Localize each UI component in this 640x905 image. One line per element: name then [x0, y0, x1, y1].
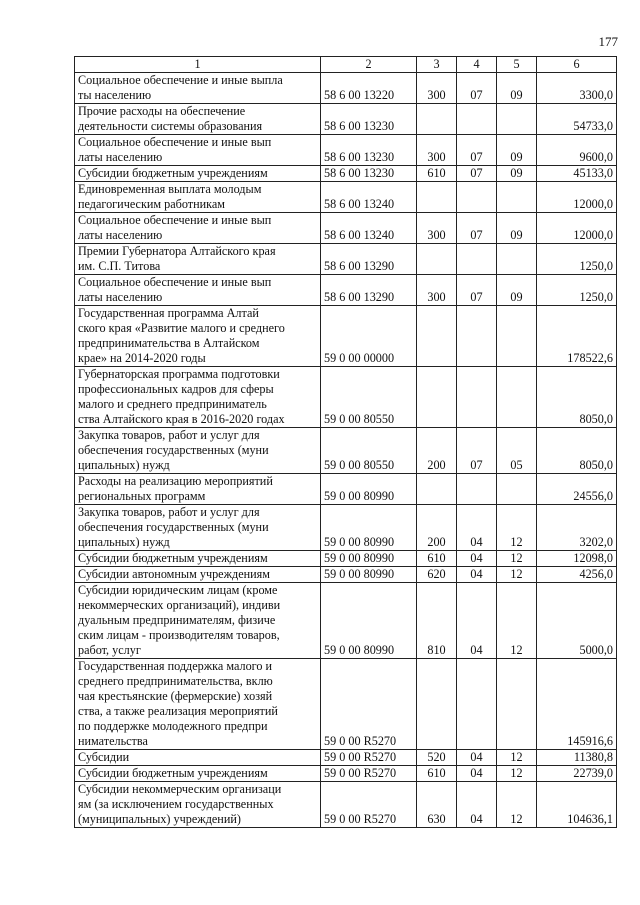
row-name: Субсидии бюджетным учреждениям — [75, 766, 321, 782]
row-section: 07 — [457, 73, 497, 104]
row-name: Социальное обеспечение и иные вып латы населению — [75, 213, 321, 244]
table-row — [75, 567, 617, 583]
table-row — [75, 474, 617, 505]
row-name: Прочие расходы на обеспечение деятельности системы образования — [75, 104, 321, 135]
row-section — [457, 104, 497, 135]
table-row — [75, 73, 617, 104]
row-subsection — [497, 244, 537, 275]
row-amount: 12098,0 — [537, 551, 617, 567]
row-name: Государственная программа Алтай ского края «Развитие малого и среднего предпринимательства в Алтайском крае» на 2014-2020 годы — [75, 306, 321, 367]
table-row — [75, 766, 617, 782]
table-row — [75, 166, 617, 182]
row-code: 58 6 00 13290 — [321, 275, 417, 306]
row-amount: 12000,0 — [537, 182, 617, 213]
row-name: Закупка товаров, работ и услуг для обеспечения государственных (муни ципальных) нужд — [75, 505, 321, 551]
row-name: Субсидии бюджетным учреждениям — [75, 166, 321, 182]
row-name: Расходы на реализацию мероприятий региональных программ — [75, 474, 321, 505]
row-code: 58 6 00 13230 — [321, 104, 417, 135]
row-name: Социальное обеспечение и иные выпла ты населению — [75, 73, 321, 104]
row-name: Субсидии бюджетным учреждениям — [75, 551, 321, 567]
row-section: 07 — [457, 275, 497, 306]
row-section: 04 — [457, 505, 497, 551]
row-section: 04 — [457, 551, 497, 567]
row-expense-type — [417, 474, 457, 505]
row-amount: 104636,1 — [537, 782, 617, 828]
row-name: Государственная поддержка малого и среднего предпринимательства, вклю чая крестьянские (фермерские) хозяй ства, а также реализация мероприятий по поддержке молодежного предпри нимательства — [75, 659, 321, 750]
row-expense-type: 300 — [417, 73, 457, 104]
row-subsection — [497, 182, 537, 213]
row-amount: 22739,0 — [537, 766, 617, 782]
table-row — [75, 367, 617, 428]
header-row — [75, 57, 617, 73]
row-section: 04 — [457, 583, 497, 659]
row-code: 58 6 00 13290 — [321, 244, 417, 275]
row-subsection: 09 — [497, 275, 537, 306]
row-code: 59 0 00 R5270 — [321, 782, 417, 828]
row-section — [457, 474, 497, 505]
row-code: 58 6 00 13240 — [321, 182, 417, 213]
row-subsection: 12 — [497, 505, 537, 551]
row-amount: 1250,0 — [537, 244, 617, 275]
row-name: Субсидии некоммерческим организаци ям (за исключением государственных (муниципальных) учреждений) — [75, 782, 321, 828]
row-subsection — [497, 659, 537, 750]
row-section: 04 — [457, 782, 497, 828]
row-amount: 145916,6 — [537, 659, 617, 750]
row-expense-type — [417, 306, 457, 367]
row-name: Премии Губернатора Алтайского края им. С.П. Титова — [75, 244, 321, 275]
row-expense-type: 610 — [417, 166, 457, 182]
row-expense-type: 610 — [417, 766, 457, 782]
row-subsection: 09 — [497, 166, 537, 182]
row-amount: 45133,0 — [537, 166, 617, 182]
row-amount: 8050,0 — [537, 367, 617, 428]
row-expense-type: 620 — [417, 567, 457, 583]
row-subsection — [497, 306, 537, 367]
row-subsection — [497, 104, 537, 135]
page-number: 177 — [598, 34, 618, 49]
row-expense-type: 810 — [417, 583, 457, 659]
row-section: 04 — [457, 766, 497, 782]
row-code: 58 6 00 13230 — [321, 166, 417, 182]
table-header — [75, 57, 617, 73]
table-row — [75, 750, 617, 766]
row-expense-type — [417, 367, 457, 428]
row-amount: 24556,0 — [537, 474, 617, 505]
header-col-5: 5 — [497, 57, 537, 73]
row-subsection — [497, 367, 537, 428]
row-code: 59 0 00 80550 — [321, 367, 417, 428]
row-name: Социальное обеспечение и иные вып латы населению — [75, 135, 321, 166]
table-row — [75, 182, 617, 213]
row-expense-type: 630 — [417, 782, 457, 828]
table-row — [75, 213, 617, 244]
row-name: Единовременная выплата молодым педагогическим работникам — [75, 182, 321, 213]
table-row — [75, 551, 617, 567]
header-col-4: 4 — [457, 57, 497, 73]
row-amount: 3202,0 — [537, 505, 617, 551]
row-section — [457, 244, 497, 275]
row-amount: 9600,0 — [537, 135, 617, 166]
row-code: 59 0 00 80990 — [321, 551, 417, 567]
table-row — [75, 306, 617, 367]
header-col-1: 1 — [75, 57, 321, 73]
row-subsection: 12 — [497, 551, 537, 567]
row-expense-type: 200 — [417, 505, 457, 551]
table-row — [75, 659, 617, 750]
table-row — [75, 782, 617, 828]
row-section — [457, 367, 497, 428]
row-amount: 178522,6 — [537, 306, 617, 367]
row-amount: 11380,8 — [537, 750, 617, 766]
row-section: 04 — [457, 750, 497, 766]
row-expense-type: 200 — [417, 428, 457, 474]
header-col-2: 2 — [321, 57, 417, 73]
row-name: Субсидии — [75, 750, 321, 766]
row-amount: 12000,0 — [537, 213, 617, 244]
row-subsection: 12 — [497, 766, 537, 782]
table-row — [75, 244, 617, 275]
row-subsection: 12 — [497, 750, 537, 766]
budget-table — [74, 56, 617, 828]
table-row — [75, 428, 617, 474]
row-expense-type — [417, 182, 457, 213]
row-section: 07 — [457, 213, 497, 244]
row-section — [457, 182, 497, 213]
row-amount: 5000,0 — [537, 583, 617, 659]
row-amount: 3300,0 — [537, 73, 617, 104]
row-subsection: 12 — [497, 583, 537, 659]
row-name: Закупка товаров, работ и услуг для обеспечения государственных (муни ципальных) нужд — [75, 428, 321, 474]
row-amount: 1250,0 — [537, 275, 617, 306]
row-name: Социальное обеспечение и иные вып латы населению — [75, 275, 321, 306]
row-code: 59 0 00 80990 — [321, 567, 417, 583]
row-section — [457, 659, 497, 750]
row-section: 07 — [457, 428, 497, 474]
row-section: 07 — [457, 166, 497, 182]
row-subsection — [497, 474, 537, 505]
row-code: 58 6 00 13230 — [321, 135, 417, 166]
row-code: 59 0 00 80990 — [321, 505, 417, 551]
table-row — [75, 275, 617, 306]
row-subsection: 05 — [497, 428, 537, 474]
row-code: 59 0 00 80990 — [321, 583, 417, 659]
row-expense-type: 300 — [417, 275, 457, 306]
row-name: Субсидии автономным учреждениям — [75, 567, 321, 583]
row-expense-type — [417, 659, 457, 750]
row-name: Субсидии юридическим лицам (кроме некоммерческих организаций), индиви дуальным предпринимателям, физиче ским лицам - производителям товаров, работ, услуг — [75, 583, 321, 659]
row-code: 59 0 00 80990 — [321, 474, 417, 505]
row-subsection: 12 — [497, 782, 537, 828]
table-row — [75, 583, 617, 659]
row-section: 04 — [457, 567, 497, 583]
row-subsection: 09 — [497, 73, 537, 104]
row-code: 59 0 00 R5270 — [321, 750, 417, 766]
row-code: 59 0 00 R5270 — [321, 766, 417, 782]
table-row — [75, 135, 617, 166]
row-section — [457, 306, 497, 367]
row-section: 07 — [457, 135, 497, 166]
row-code: 59 0 00 00000 — [321, 306, 417, 367]
row-expense-type — [417, 244, 457, 275]
row-amount: 54733,0 — [537, 104, 617, 135]
row-expense-type: 610 — [417, 551, 457, 567]
table-body — [75, 73, 617, 828]
row-name: Губернаторская программа подготовки профессиональных кадров для сферы малого и среднего предприниматель ства Алтайского края в 2016-2020 годах — [75, 367, 321, 428]
header-col-3: 3 — [417, 57, 457, 73]
row-expense-type: 300 — [417, 213, 457, 244]
row-code: 58 6 00 13240 — [321, 213, 417, 244]
row-expense-type: 300 — [417, 135, 457, 166]
table-row — [75, 104, 617, 135]
row-subsection: 09 — [497, 213, 537, 244]
row-code: 59 0 00 R5270 — [321, 659, 417, 750]
row-code: 58 6 00 13220 — [321, 73, 417, 104]
row-expense-type: 520 — [417, 750, 457, 766]
row-subsection: 09 — [497, 135, 537, 166]
row-code: 59 0 00 80550 — [321, 428, 417, 474]
row-expense-type — [417, 104, 457, 135]
row-subsection: 12 — [497, 567, 537, 583]
table-row — [75, 505, 617, 551]
row-amount: 4256,0 — [537, 567, 617, 583]
header-col-6: 6 — [537, 57, 617, 73]
row-amount: 8050,0 — [537, 428, 617, 474]
